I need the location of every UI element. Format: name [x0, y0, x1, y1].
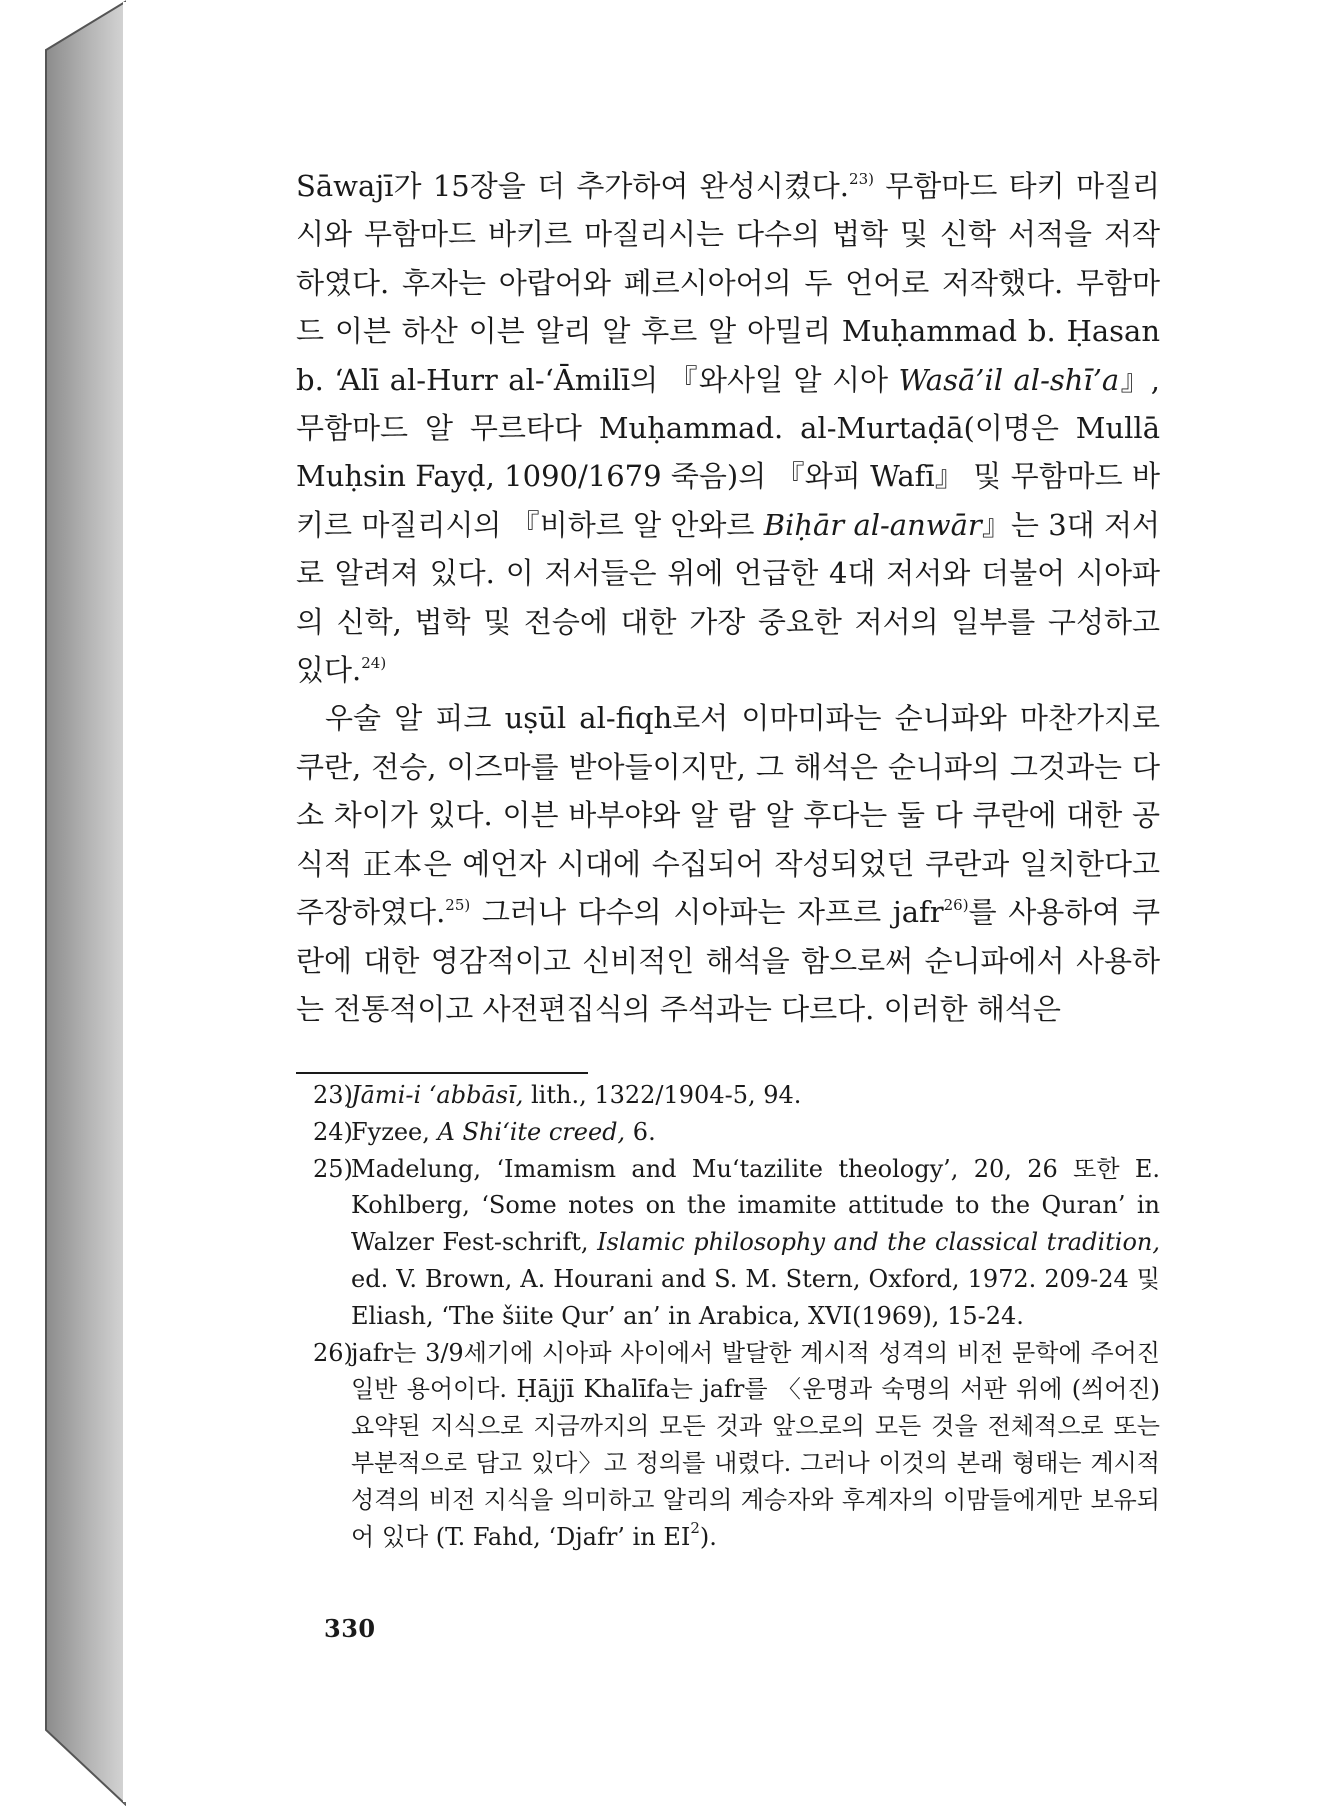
italic-title: Islamic philosophy and the classical tradition, [597, 1228, 1160, 1257]
page-number: 330 [324, 1614, 376, 1643]
italic-title: Biḥār al-anwār [763, 507, 982, 542]
note-reference: 23) [849, 170, 874, 188]
footnote [313, 1335, 1160, 1556]
footnote-number: 26) [313, 1338, 353, 1367]
italic-title: A Shi‘ite creed, [437, 1117, 626, 1146]
text-run: 』는 3대 저서로 알려져 있다. 이 저서들은 위에 언급한 4대 저서와 더불어 시아파의 신학, 법학 및 전승에 대한 가장 중요한 저서의 일부를 구성하고 있다. [296, 507, 1160, 688]
footnotes [313, 1077, 1160, 1555]
note-reference: 26) [943, 896, 969, 915]
text-run: 우술 알 피크 uṣūl al-fiqh로서 이마미파는 순니파와 마찬가지로 쿠란, 전승, 이즈마를 받아들이지만, 그 해석은 순니파의 그것과는 다소 차이가 있다. 이븐 바부야와 알 람 알 후다는 둘 다 쿠란에 대한 공식적 正本은 예언자 시대에 수집되어 작성되었던 쿠란과 일치한다고 주장하였다. [296, 701, 1160, 930]
spine-face [46, 2, 125, 1804]
footnote-number: 24) [313, 1117, 353, 1146]
text-run: Sāwajī가 15장을 더 추가하여 완성시켰다. [296, 169, 850, 203]
text-run: 무함마드 타키 마질리시와 무함마드 바키르 마질리시는 다수의 법학 및 신학 서적을 저작하였다. 후자는 아랍어와 페르시아어의 두 언어로 저작했다. 무함마드 이븐 하산 이븐 알리 알 후르 알 아밀리 Muḥammad b. Ḥasan b. ‘Alī al-Hurr al-‘Āmilī의 『와사일 알 시아 [296, 169, 1160, 397]
text-run: Madelung, ‘Imamism and Mu‘tazilite theology’, 20, 26 또한 E. Kohlberg, ‘Some notes on the imamite attitude to the Quran’ in Walzer Fest-schrift, [351, 1154, 1160, 1257]
note-reference: 24) [361, 654, 387, 673]
footnote-number: 25) [313, 1154, 353, 1183]
text-run: ). [699, 1522, 717, 1551]
italic-title: Jāmi-i ‘abbāsī, [351, 1081, 524, 1109]
italic-title: Wasā’il al-shī’a [898, 362, 1120, 397]
text-run: lith., 1322/1904-5, 94. [523, 1081, 802, 1109]
text-run: 6. [625, 1117, 656, 1146]
paragraph [296, 162, 1160, 694]
text-run: 그러나 다수의 시아파는 자프르 jafr [470, 895, 944, 930]
footnote-number: 23) [313, 1081, 353, 1109]
text-run: jafr는 3/9세기에 시아파 사이에서 발달한 계시적 성격의 비전 문학에 주어진 일반 용어이다. Ḥājjī Khalīfa는 jafr를 〈운명과 숙명의 서판 위에 (씌어진) 요약된 지식으로 지금까지의 모든 것과 앞으로의 모든 것을 전체적으로 또는 부분적으로 담고 있다〉고 정의를 내렸다. 그러나 이것의 본래 형태는 계시적 성격의 비전 지식을 의미하고 알리의 계승자와 후계자의 이맘들에게만 보유되어 있다 (T. Fahd, ‘Djafr’ in EI [351, 1338, 1160, 1551]
note-reference: 25) [445, 896, 471, 915]
book-spine [0, 0, 140, 1806]
footnote [313, 1114, 1160, 1151]
text-run: ed. V. Brown, A. Hourani and S. M. Stern, Oxford, 1972. 209-24 및 Eliash, ‘The šiite Qur’ an’ in Arabica, XVI(1969), 15-24. [351, 1264, 1160, 1330]
footnote [313, 1077, 1160, 1114]
paragraph [296, 694, 1160, 1033]
body-text [296, 162, 1160, 1033]
text-run: 를 사용하여 쿠란에 대한 영감적이고 신비적인 해석을 함으로써 순니파에서 사용하는 전통적이고 사전편집식의 주석과는 다르다. 이러한 해석은 [296, 895, 1160, 1026]
text-run: Fyzee, [351, 1117, 438, 1146]
footnote-rule [296, 1072, 588, 1074]
note-reference: 2 [690, 1518, 700, 1537]
text-run: 』, 무함마드 알 무르타다 Muḥammad. al-Murtaḍā(이명은 Mullā Muḥsin Fayḍ, 1090/1679 죽음)의 『와피 Wafī』 및 무함마드 바키르 마질리시의 『비하르 알 안와르 [296, 362, 1160, 542]
footnote [313, 1151, 1160, 1335]
